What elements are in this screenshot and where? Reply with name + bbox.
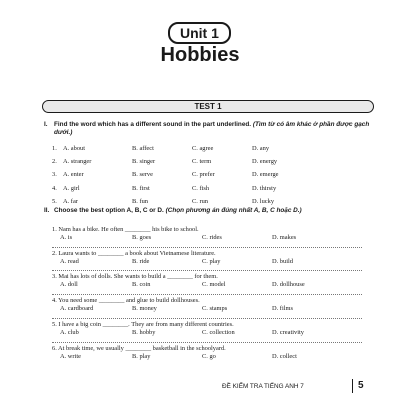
part2-number: II. xyxy=(44,207,50,214)
option-b: B. singer xyxy=(132,158,156,165)
part1-question-5 xyxy=(52,197,372,206)
question-number: 1. xyxy=(52,145,57,152)
question-number: 3. xyxy=(52,171,57,178)
option-a: A. stranger xyxy=(63,158,92,165)
option-b: B. affect xyxy=(132,145,154,152)
option-a: A. about xyxy=(63,145,86,152)
option-c: C. model xyxy=(202,281,226,288)
part2-question-3 xyxy=(52,273,372,289)
option-a: A. club xyxy=(60,329,79,336)
option-b: B. fun xyxy=(132,198,148,205)
divider xyxy=(52,318,362,319)
part1-question-1 xyxy=(52,144,372,153)
option-c: C. rides xyxy=(202,234,222,241)
divider xyxy=(52,270,362,271)
unit-title: Hobbies xyxy=(160,44,240,66)
option-b: B. serve xyxy=(132,171,153,178)
option-c: C. play xyxy=(202,258,221,265)
part1-question-2 xyxy=(52,157,372,166)
question-stem: 5. I have a big coin ________. They are from many different countries. xyxy=(52,321,234,328)
option-a: A. cardboard xyxy=(60,305,94,312)
option-b: B. hobby xyxy=(132,329,156,336)
book-title-footer: ĐỀ KIỂM TRA TIẾNG ANH 7 xyxy=(222,383,304,390)
question-options xyxy=(52,305,372,313)
part1-instruction xyxy=(44,121,374,137)
part2-instruction-vi: (Chọn phương án đúng nhất A, B, C hoặc D.) xyxy=(165,207,302,214)
option-a: A. write xyxy=(60,353,81,360)
part1-instruction-en: Find the word which has a different sound in the part underlined. xyxy=(54,121,252,128)
part1-instruction-vi: (Tìm từ có âm khác ở phần được gạch dưới.) xyxy=(54,121,370,136)
option-a: A. enter xyxy=(63,171,84,178)
part2-instruction xyxy=(44,207,374,215)
option-b: B. coin xyxy=(132,281,151,288)
part2-instruction-text xyxy=(54,207,374,215)
option-a: A. read xyxy=(60,258,79,265)
part2-question-2 xyxy=(52,250,372,266)
option-c: C. fish xyxy=(192,185,210,192)
option-b: B. play xyxy=(132,353,151,360)
question-stem: 3. Mai has lots of dolls. She wants to build a ________ for them. xyxy=(52,273,218,280)
option-c: C. prefer xyxy=(192,171,215,178)
test-banner: TEST 1 xyxy=(42,100,374,113)
option-d: D. energy xyxy=(252,158,278,165)
part1-question-4 xyxy=(52,184,372,193)
option-a: A. doll xyxy=(60,281,78,288)
option-a: A. far xyxy=(63,198,78,205)
option-d: D. creativity xyxy=(272,329,304,336)
question-stem: 6. At break time, we usually ________ basketball in the schoolyard. xyxy=(52,345,226,352)
question-number: 2. xyxy=(52,158,57,165)
option-d: D. lucky xyxy=(252,198,275,205)
option-c: C. agree xyxy=(192,145,214,152)
part1-number: I. xyxy=(44,121,48,128)
option-d: D. films xyxy=(272,305,293,312)
footer-divider xyxy=(352,379,353,393)
option-b: B. money xyxy=(132,305,157,312)
option-b: B. goes xyxy=(132,234,152,241)
option-c: C. stamps xyxy=(202,305,228,312)
option-c: C. collection xyxy=(202,329,235,336)
option-d: D. build xyxy=(272,258,293,265)
option-d: D. collect xyxy=(272,353,297,360)
question-number: 5. xyxy=(52,198,57,205)
part1-instruction-text xyxy=(54,121,374,137)
divider xyxy=(52,294,362,295)
page-number: 5 xyxy=(358,380,364,391)
option-c: C. term xyxy=(192,158,212,165)
option-d: D. emerge xyxy=(252,171,279,178)
question-options xyxy=(52,258,372,266)
question-number: 4. xyxy=(52,185,57,192)
part2-question-4 xyxy=(52,297,372,313)
question-options xyxy=(52,234,372,242)
option-d: D. makes xyxy=(272,234,297,241)
option-c: C. go xyxy=(202,353,216,360)
question-options xyxy=(52,281,372,289)
option-a: A. girl xyxy=(63,185,80,192)
part2-instruction-en: Choose the best option A, B, C or D. xyxy=(54,207,164,214)
part1-question-3 xyxy=(52,170,372,179)
question-options xyxy=(52,353,372,361)
part2-question-6 xyxy=(52,345,372,361)
option-c: C. run xyxy=(192,198,208,205)
question-options xyxy=(52,329,372,337)
option-d: D. dollhouse xyxy=(272,281,305,288)
option-d: D. any xyxy=(252,145,270,152)
question-stem: 1. Nam has a bike. He often ________ his bike to school. xyxy=(52,226,199,233)
part2-question-5 xyxy=(52,321,372,337)
option-b: B. first xyxy=(132,185,150,192)
option-d: D. thirsty xyxy=(252,185,277,192)
option-a: A. is xyxy=(60,234,73,241)
part2-question-1 xyxy=(52,226,372,242)
divider xyxy=(52,342,362,343)
divider xyxy=(52,247,362,248)
question-stem: 4. You need some ________ and glue to build dollhouses. xyxy=(52,297,200,304)
question-stem: 2. Laura wants to ________ a book about Vietnamese literature. xyxy=(52,250,216,257)
option-b: B. ride xyxy=(132,258,150,265)
unit-badge: Unit 1 xyxy=(168,22,231,44)
